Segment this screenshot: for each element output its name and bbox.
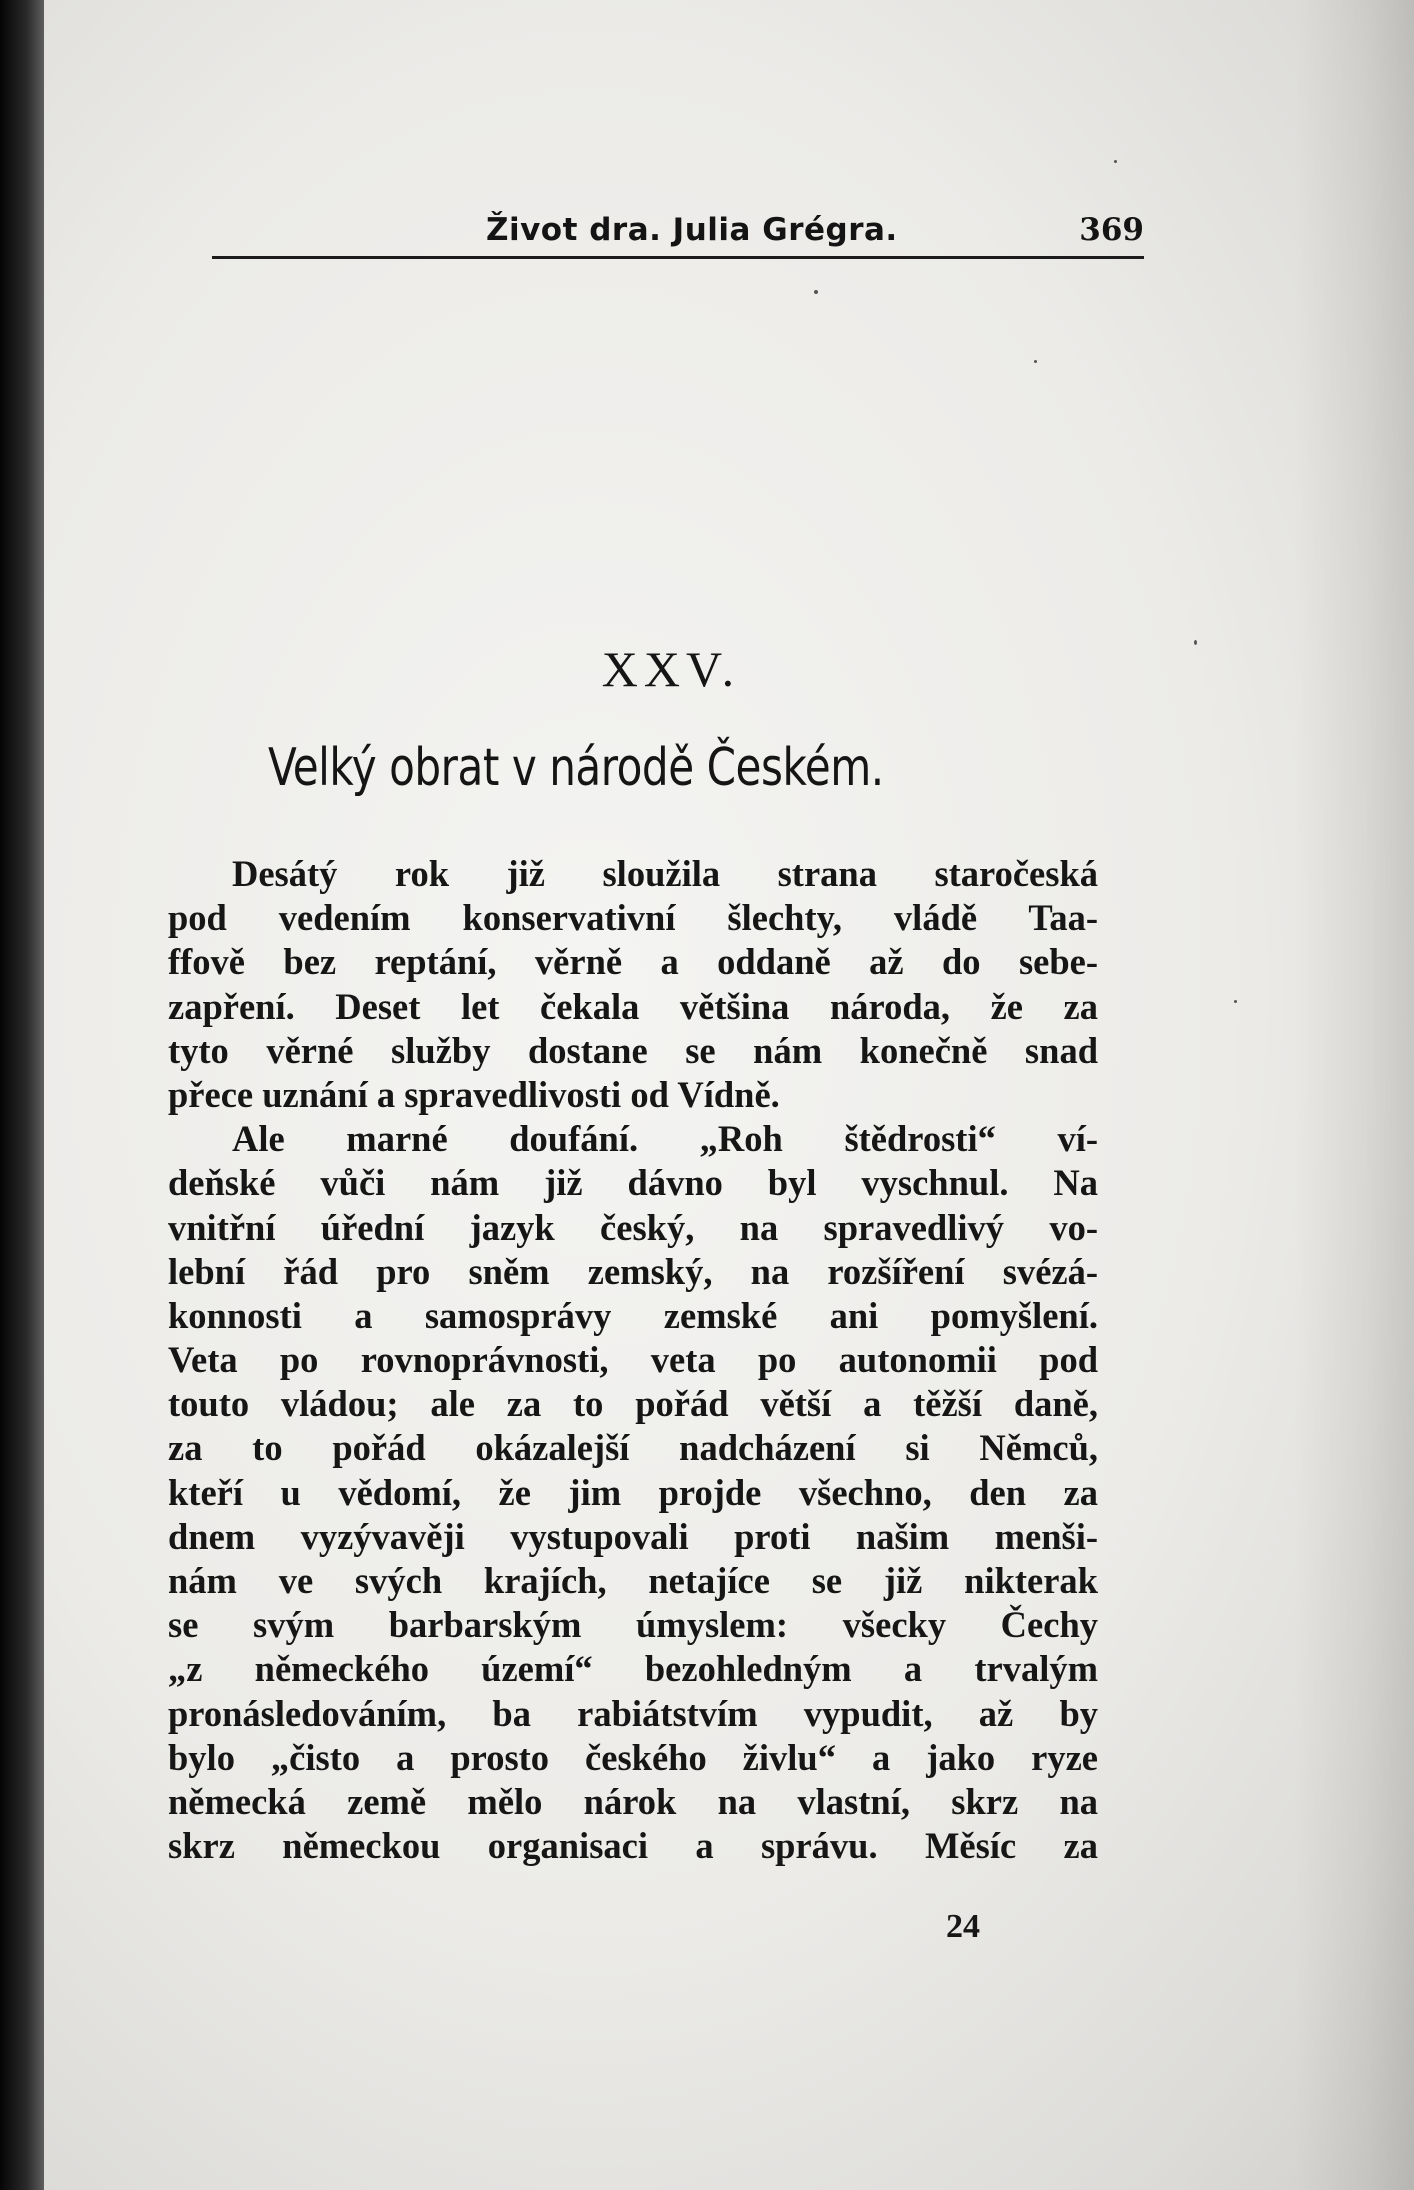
text-line: konnosti a samosprávy zemské ani pomyšlení. xyxy=(168,1294,1098,1336)
text-line: bylo „čisto a prosto českého živlu“ a jako ryze xyxy=(168,1736,1098,1778)
text-line: přece uznání a spravedlivosti od Vídně. xyxy=(168,1073,780,1115)
text-line: lební řád pro sněm zemský, na rozšíření svézá- xyxy=(168,1250,1098,1292)
text-line: se svým barbarským úmyslem: všecky Čechy xyxy=(168,1604,1098,1646)
text-line: touto vládou; ale za to pořád větší a těžší daně, xyxy=(168,1383,1098,1425)
text-line: pod vedením konservativní šlechty, vládě Taa- xyxy=(168,897,1098,939)
scan-edge xyxy=(0,0,48,2190)
page-number: 369 xyxy=(1079,212,1144,248)
running-head-title: Život dra. Julia Grégra. xyxy=(486,212,898,248)
text-line: tyto věrné služby dostane se nám konečně snad xyxy=(168,1029,1098,1071)
running-head xyxy=(212,200,1144,259)
dust-speck xyxy=(1234,1000,1237,1003)
text-line: nám ve svých krajích, netajíce se již nikterak xyxy=(168,1560,1098,1601)
dust-speck xyxy=(1114,160,1117,163)
text-line: vnitřní úřední jazyk český, na spravedlivý vo- xyxy=(168,1206,1098,1248)
chapter-title: Velký obrat v národě Českém. xyxy=(268,738,884,798)
text-line: Desátý rok již sloužila strana staročeská xyxy=(232,853,1098,894)
text-line: Veta po rovnoprávnosti, veta po autonomii pod xyxy=(168,1339,1098,1381)
text-line: německá země mělo nárok na vlastní, skrz na xyxy=(168,1780,1098,1822)
text-line: ffově bez reptání, věrně a oddaně až do sebe- xyxy=(168,941,1098,983)
text-line: „z německého území“ bezohledným a trvalým xyxy=(168,1648,1098,1690)
text-line: dnem vyzývavěji vystupovali proti našim menši- xyxy=(168,1515,1098,1557)
text-line: deňské vůči nám již dávno byl vyschnul. Na xyxy=(168,1162,1098,1204)
text-line: za to pořád okázalejší nadcházení si Němců, xyxy=(168,1427,1098,1469)
text-line: pronásledováním, ba rabiátstvím vypudit, až by xyxy=(168,1692,1098,1734)
body-text xyxy=(168,852,1098,1868)
page-shadow xyxy=(1294,0,1414,2190)
dust-speck xyxy=(1034,360,1037,363)
text-line: skrz německou organisaci a správu. Měsíc za xyxy=(168,1825,1098,1867)
text-line: Ale marné doufání. „Roh štědrosti“ ví- xyxy=(232,1118,1098,1160)
text-line: zapření. Deset let čekala většina národa, že za xyxy=(168,985,1098,1027)
signature-mark: 24 xyxy=(946,1908,980,1945)
chapter-number: XXV. xyxy=(601,641,741,697)
book-page xyxy=(44,0,1414,2190)
dust-speck xyxy=(814,290,818,294)
text-line: kteří u vědomí, že jim projde všechno, den za xyxy=(168,1471,1098,1513)
